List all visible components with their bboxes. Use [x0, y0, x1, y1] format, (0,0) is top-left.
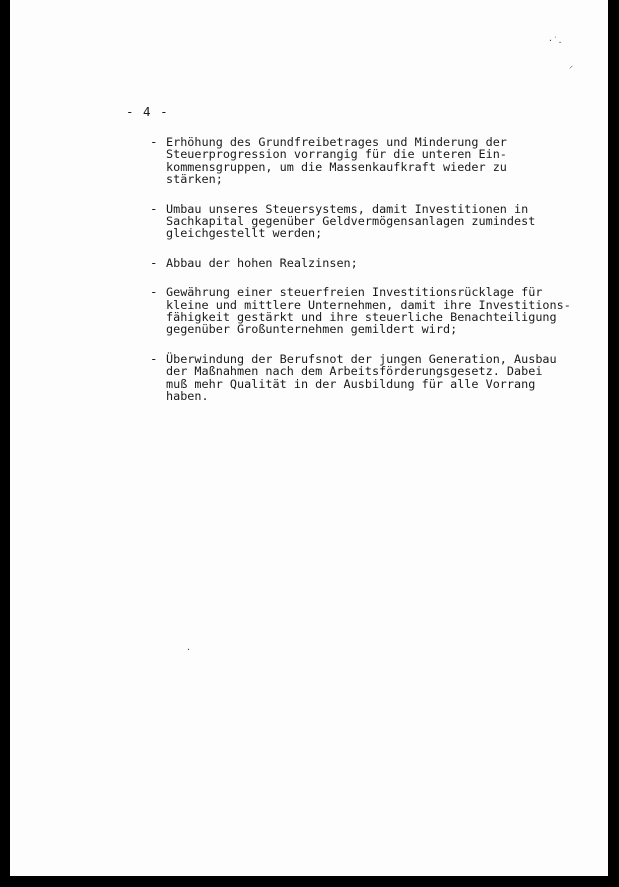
text-line: Sachkapital gegenüber Geldvermögensanlagen zumindest [166, 214, 536, 229]
text-line: der Maßnahmen nach dem Arbeitsförderungsgesetz. Dabei [166, 364, 543, 379]
text-line: gleichgestellt werden; [166, 226, 323, 241]
text-line: muß mehr Qualität in der Ausbildung für alle Vorrang [166, 376, 536, 391]
text-line: gegenüber Großunternehmen gemildert wird; [166, 322, 458, 337]
list-item [150, 350, 590, 404]
page-number: - 4 - [126, 104, 169, 119]
bullet-dash: - [150, 284, 158, 300]
text-line: fähigkeit gestärkt und ihre steuerliche Benachteiligung [166, 310, 557, 325]
scan-speck: ·˙. [548, 36, 563, 45]
text-line: Erhöhung des Grundfreibetrages und Minderung der [166, 135, 507, 149]
text-line: Umbau unseres Steuersystems, damit Investitionen in [166, 201, 529, 216]
bullet-dash: - [150, 254, 158, 270]
list-item [150, 254, 590, 270]
text-line: haben. [166, 389, 209, 404]
text-line: Abbau der hohen Realzinsen; [166, 255, 358, 270]
bullet-dash: - [150, 200, 158, 216]
list-item [150, 200, 590, 241]
bullet-list [150, 136, 590, 420]
scan-speck: · [186, 645, 191, 654]
text-line: stärken; [166, 172, 223, 187]
bullet-dash: - [150, 350, 158, 366]
text-line: Gewährung einer steuerfreien Investitionsrücklage für [166, 285, 543, 300]
scan-speck: ⸝ [569, 61, 573, 70]
bullet-dash: - [150, 134, 158, 149]
list-item [150, 136, 590, 186]
list-item [150, 286, 590, 336]
text-line: Steuerprogression vorrangig für die unteren Ein- [166, 147, 507, 162]
text-line: kommensgruppen, um die Massenkaufkraft wieder zu [166, 159, 507, 174]
document-page [10, 0, 608, 876]
text-line: Überwindung der Berufsnot der jungen Generation, Ausbau [166, 351, 557, 366]
text-line: kleine und mittlere Unternehmen, damit ihre Investitions- [166, 297, 571, 312]
